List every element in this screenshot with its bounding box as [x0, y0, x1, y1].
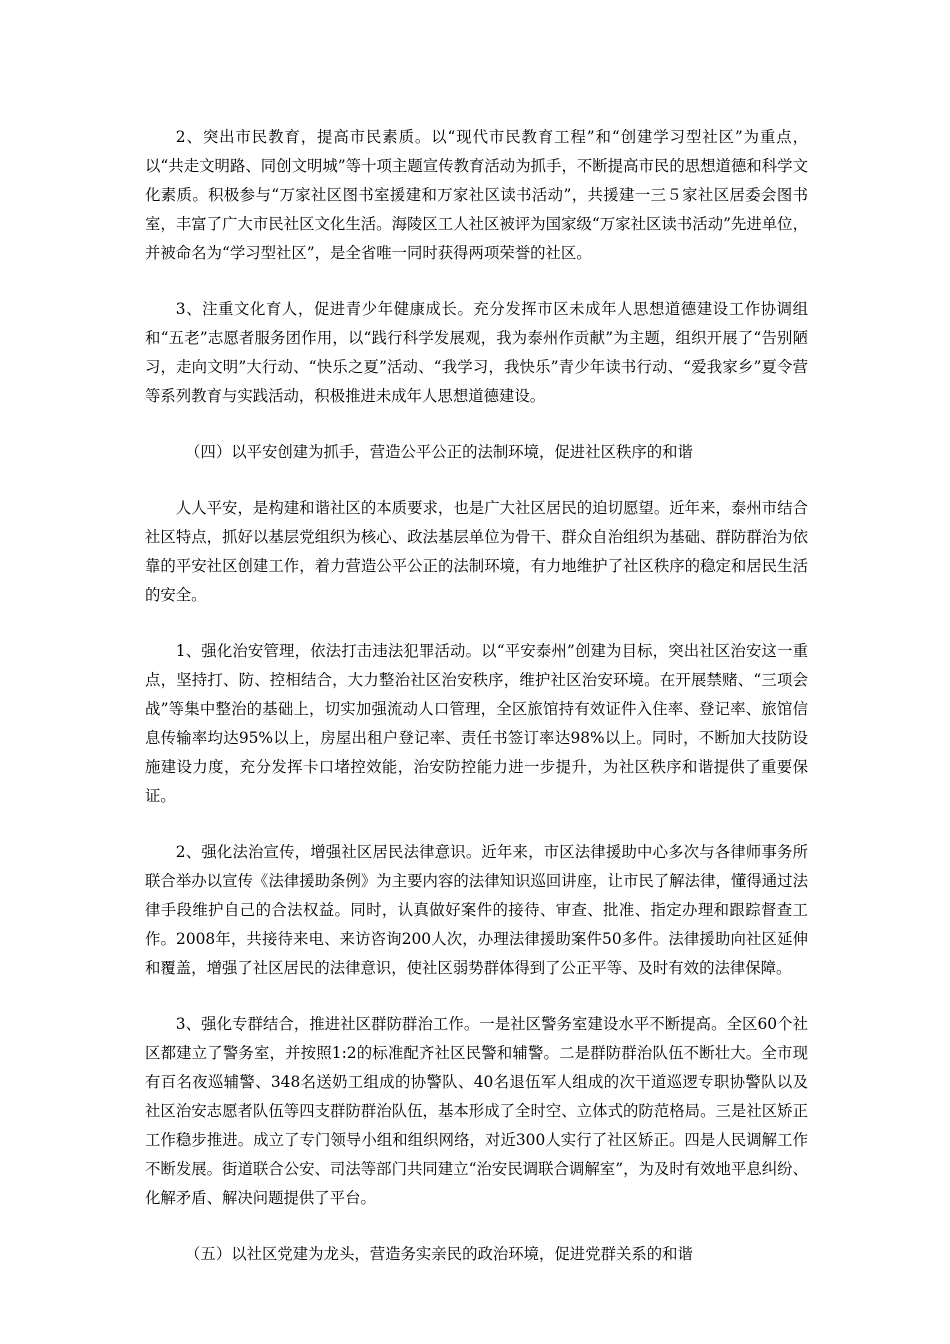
paragraph-citizen-education: 2、突出市民教育，提高市民素质。以“现代市民教育工程”和“创建学习型社区”为重点，以“共走文明路、同创文明城”等十项主题宣传教育活动为抓手，不断提高市民的思想道德和科学文化素质。积极参与“万家社区图书室援建和万家社区读书活动”，共援建一三５家社区居委会图书室，丰富了广大市民社区文化生活。海陵区工人社区被评为国家级“万家社区读书活动”先进单位，并被命名为“学习型社区”，是全省唯一同时获得两项荣誉的社区。 — [145, 128, 808, 262]
section-heading-4: （四）以平安创建为抓手，营造公平公正的法制环境，促进社区秩序的和谐 — [185, 443, 693, 461]
document-page — [145, 123, 808, 1296]
paragraph-mass-prevention: 3、强化专群结合，推进社区群防群治工作。一是社区警务室建设水平不断提高。全区60个社区都建立了警务室，并按照1:2的标准配齐社区民警和辅警。二是群防群治队伍不断壮大。全市现有百名夜巡辅警、348名送奶工组成的协警队、40名退伍军人组成的次干道巡逻专职协警队以及社区治安志愿者队伍等四支群防群治队伍，基本形成了全时空、立体式的防范格局。三是社区矫正工作稳步推进。成立了专门领导小组和组织网络，对近300人实行了社区矫正。四是人民调解工作不断发展。街道联合公安、司法等部门共同建立“治安民调联合调解室”，为及时有效地平息纠纷、化解矛盾、解决问题提供了平台。 — [145, 1015, 808, 1207]
paragraph-public-security: 1、强化治安管理，依法打击违法犯罪活动。以“平安泰州”创建为目标，突出社区治安这一重点，坚持打、防、控相结合，大力整治社区治安秩序，维护社区治安环境。在开展禁赌、“三项会战”等集中整治的基础上，切实加强流动人口管理，全区旅馆持有效证件入住率、登记率、旅馆信息传输率均达95%以上，房屋出租户登记率、责任书签订率达98%以上。同时，不断加大技防设施建设力度，充分发挥卡口堵控效能，治安防控能力进一步提升，为社区秩序和谐提供了重要保证。 — [145, 642, 808, 805]
paragraph-culture-youth: 3、注重文化育人，促进青少年健康成长。充分发挥市区未成年人思想道德建设工作协调组和“五老”志愿者服务团作用，以“践行科学发展观，我为泰州作贡献”为主题，组织开展了“告别陋习，走向文明”大行动、“快乐之夏”活动、“我学习，我快乐”青少年读书行动、“爱我家乡”夏令营等系列教育与实践活动，积极推进未成年人思想道德建设。 — [145, 300, 808, 405]
section-heading-5: （五）以社区党建为龙头，营造务实亲民的政治环境，促进党群关系的和谐 — [185, 1245, 693, 1263]
paragraph-legal-publicity: 2、强化法治宣传，增强社区居民法律意识。近年来，市区法律援助中心多次与各律师事务所联合举办以宣传《法律援助条例》为主要内容的法律知识巡回讲座，让市民了解法律，懂得通过法律手段维护自己的合法权益。同时，认真做好案件的接待、审查、批准、指定办理和跟踪督查工作。2008年，共接待来电、来访咨询200人次，办理法律援助案件50多件。法律援助向社区延伸和覆盖，增强了社区居民的法律意识，使社区弱势群体得到了公正平等、及时有效的法律保障。 — [145, 843, 808, 977]
paragraph-safety-intro: 人人平安，是构建和谐社区的本质要求，也是广大社区居民的迫切愿望。近年来，泰州市结合社区特点，抓好以基层党组织为核心、政法基层单位为骨干、群众自治组织为基础、群防群治为依靠的平安社区创建工作，着力营造公平公正的法制环境，有力地维护了社区秩序的稳定和居民生活的安全。 — [145, 499, 808, 604]
